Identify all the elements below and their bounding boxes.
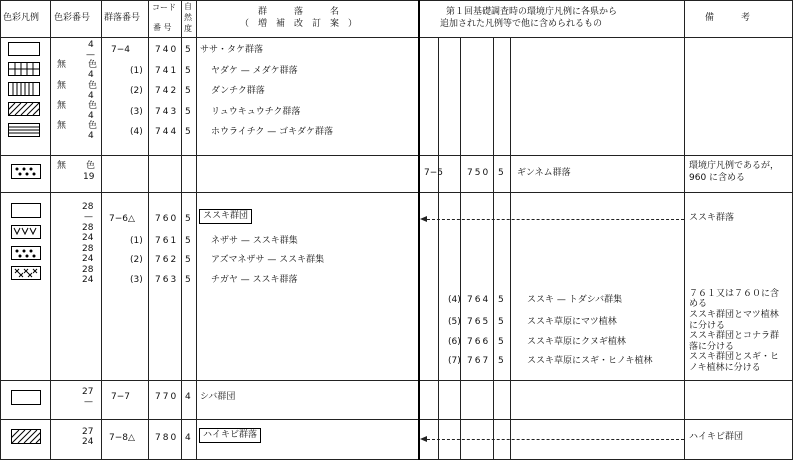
community-number: (4) <box>130 127 143 137</box>
community-name: ダンチク群落 <box>211 86 265 96</box>
naturalness: 5 <box>185 127 191 137</box>
added-number: (5) <box>448 317 461 327</box>
dashed-arrow-line <box>427 439 684 440</box>
added-name: ススキ草原にマツ植林 <box>527 317 617 327</box>
added-number: (6) <box>448 337 461 347</box>
color-number-dash: — <box>84 397 93 407</box>
naturalness: 5 <box>185 45 191 55</box>
header-added-line2: 追加された凡例等で他に含められるもの <box>440 19 603 29</box>
arrow-left-icon <box>420 436 427 442</box>
swatch-diagonal-hatch <box>11 429 41 444</box>
color-number: 無 <box>57 161 67 171</box>
code-number: 770 <box>155 392 179 402</box>
naturalness: 5 <box>185 66 191 76</box>
naturalness: 5 <box>185 86 191 96</box>
code-number: 763 <box>155 275 179 285</box>
code-number: 760 <box>155 214 179 224</box>
remark: ススキ群団とコナラ群 <box>689 331 780 341</box>
community-name: リュウキュウチク群落 <box>211 107 301 117</box>
added-naturalness: 5 <box>498 317 504 327</box>
swatch-dots <box>11 246 41 260</box>
naturalness: 5 <box>185 255 191 265</box>
header-naturalness-1: 自 <box>184 2 192 11</box>
community-name-boxed: ハイキビ群落 <box>199 428 261 443</box>
added-number: 7−5 <box>424 168 443 178</box>
color-number: 4 <box>88 131 94 141</box>
code-number: 741 <box>155 66 179 76</box>
color-number-dash: — <box>84 212 93 222</box>
naturalness: 5 <box>185 107 191 117</box>
community-number: 7−6△ <box>109 214 135 224</box>
header-color-legend: 色彩凡例 <box>3 13 40 23</box>
header-community-name-sub: （ 増 補 改 訂 案 ） <box>240 19 358 29</box>
color-number: 24 <box>82 437 94 447</box>
col-border-thick <box>418 0 420 460</box>
color-number: 28 <box>82 202 94 212</box>
header-community-number: 群落番号 <box>104 13 141 23</box>
arrow-left-icon <box>420 216 427 222</box>
code-number: 762 <box>155 255 179 265</box>
code-number: 743 <box>155 107 179 117</box>
added-name: ススキ — トダシバ群集 <box>527 295 623 305</box>
community-number: (2) <box>130 255 143 265</box>
naturalness: 5 <box>185 214 191 224</box>
remark: める <box>689 299 708 309</box>
color-number: 無 <box>57 60 67 70</box>
added-number: (7) <box>448 356 461 366</box>
community-name: アズマネザサ — ススキ群集 <box>211 255 325 265</box>
naturalness: 4 <box>185 433 191 443</box>
color-number: 4 <box>88 70 94 80</box>
row-divider <box>0 380 793 381</box>
row-divider <box>0 419 793 420</box>
added-code: 766 <box>467 337 491 347</box>
row-divider <box>0 192 793 193</box>
added-naturalness: 5 <box>498 295 504 305</box>
added-code: 767 <box>467 356 491 366</box>
color-number: 4 <box>88 111 94 121</box>
color-number: 色 <box>86 161 96 171</box>
header-naturalness-2: 然 <box>184 13 192 22</box>
added-naturalness: 5 <box>498 356 504 366</box>
swatch-blank <box>11 203 41 218</box>
remark: ススキ群団とスギ・ヒ <box>689 352 780 362</box>
col-border <box>181 0 182 460</box>
color-number: 無 <box>57 101 67 111</box>
header-code-bottom: 番 号 <box>153 23 172 32</box>
dashed-arrow-line <box>427 219 684 220</box>
color-number: 色 <box>88 121 98 131</box>
header-community-name: 群 落 名 <box>258 7 340 17</box>
remark: 960 に含める <box>689 173 746 183</box>
community-name-boxed: ススキ群団 <box>199 209 252 224</box>
naturalness: 5 <box>185 275 191 285</box>
header-added-line1: 第１回基礎調査時の環境庁凡例に各県から <box>446 7 618 17</box>
remark: に分ける <box>689 321 726 331</box>
row-divider <box>0 155 793 156</box>
remark: 落に分ける <box>689 342 735 352</box>
swatch-vertical-stripes <box>8 82 40 96</box>
community-number: (3) <box>130 107 143 117</box>
col-border <box>0 0 1 460</box>
swatch-v-marks <box>11 225 41 239</box>
added-name: ギンネム群落 <box>517 168 571 178</box>
community-number: (1) <box>130 236 143 246</box>
color-number: 色 <box>88 101 98 111</box>
added-code: 764 <box>467 295 491 305</box>
community-name: ヤダケ — メダケ群落 <box>211 66 298 76</box>
color-number: 27 <box>82 387 94 397</box>
remark: 環境庁凡例であるが， <box>689 161 780 171</box>
col-border <box>493 37 494 460</box>
col-border <box>438 37 439 460</box>
code-number: 740 <box>155 45 179 55</box>
swatch-blank <box>8 42 40 56</box>
swatch-blank <box>11 390 41 405</box>
color-number: 28 <box>82 223 94 233</box>
swatch-dots <box>11 164 41 179</box>
col-border <box>460 37 461 460</box>
remark: ７６１又は７６０に含 <box>689 289 780 299</box>
community-name: チガヤ — ススキ群落 <box>211 275 298 285</box>
community-number: (3) <box>130 275 143 285</box>
added-code: 750 <box>467 168 491 178</box>
table-border-bottom <box>0 459 793 460</box>
community-name: ネザサ — ススキ群集 <box>211 236 298 246</box>
naturalness: 5 <box>185 236 191 246</box>
header-remarks: 備 考 <box>705 13 751 23</box>
swatch-crosses <box>11 266 41 280</box>
swatch-horizontal-stripes <box>8 123 40 137</box>
color-number: 無 <box>57 81 67 91</box>
color-number: 4 <box>88 91 94 101</box>
color-number: 24 <box>82 275 94 285</box>
col-border <box>684 0 685 460</box>
color-number: 28 <box>82 265 94 275</box>
added-name: ススキ草原にスギ・ヒノキ植林 <box>527 356 653 366</box>
color-number: 27 <box>82 427 94 437</box>
community-name: ホウライチク — ゴキダケ群落 <box>211 127 334 137</box>
col-border <box>510 37 511 460</box>
community-number: 7−4 <box>111 45 130 55</box>
col-border <box>148 0 149 460</box>
community-number: 7−8△ <box>109 433 135 443</box>
color-number: 4 <box>88 40 94 50</box>
added-name: ススキ草原にクヌギ植林 <box>527 337 626 347</box>
col-border <box>50 0 51 460</box>
header-naturalness-3: 度 <box>184 24 192 33</box>
code-number: 780 <box>155 433 179 443</box>
added-naturalness: 5 <box>498 337 504 347</box>
header-color-number: 色彩番号 <box>54 13 91 23</box>
code-number: 744 <box>155 127 179 137</box>
header-code-top: コード <box>152 3 176 12</box>
color-number: 色 <box>88 60 98 70</box>
header-divider <box>0 37 793 38</box>
remark: ススキ群落 <box>689 213 735 223</box>
community-name: ササ・タケ群落 <box>200 45 264 55</box>
table-border-top <box>0 0 793 1</box>
community-number: (1) <box>130 66 143 76</box>
color-number: 24 <box>82 254 94 264</box>
added-naturalness: 5 <box>498 168 504 178</box>
col-border <box>101 0 102 460</box>
remark: ノキ植林に分ける <box>689 363 761 373</box>
color-number: 19 <box>83 172 95 182</box>
color-number: 24 <box>82 233 94 243</box>
added-number: (4) <box>448 295 461 305</box>
remark: ススキ群団とマツ植林 <box>689 310 779 320</box>
code-number: 761 <box>155 236 179 246</box>
remark: ハイキビ群団 <box>689 432 744 442</box>
col-border <box>196 0 197 460</box>
community-number: 7−7 <box>111 392 130 402</box>
color-number: 無 <box>57 121 67 131</box>
added-code: 765 <box>467 317 491 327</box>
naturalness: 4 <box>185 392 191 402</box>
code-number: 742 <box>155 86 179 96</box>
swatch-diagonal-hatch <box>8 102 40 116</box>
color-number: 色 <box>88 81 98 91</box>
swatch-grid <box>8 62 40 76</box>
community-number: (2) <box>130 86 143 96</box>
color-number: 28 <box>82 244 94 254</box>
community-name: シバ群団 <box>200 392 236 402</box>
color-number-dash: — <box>86 50 95 60</box>
